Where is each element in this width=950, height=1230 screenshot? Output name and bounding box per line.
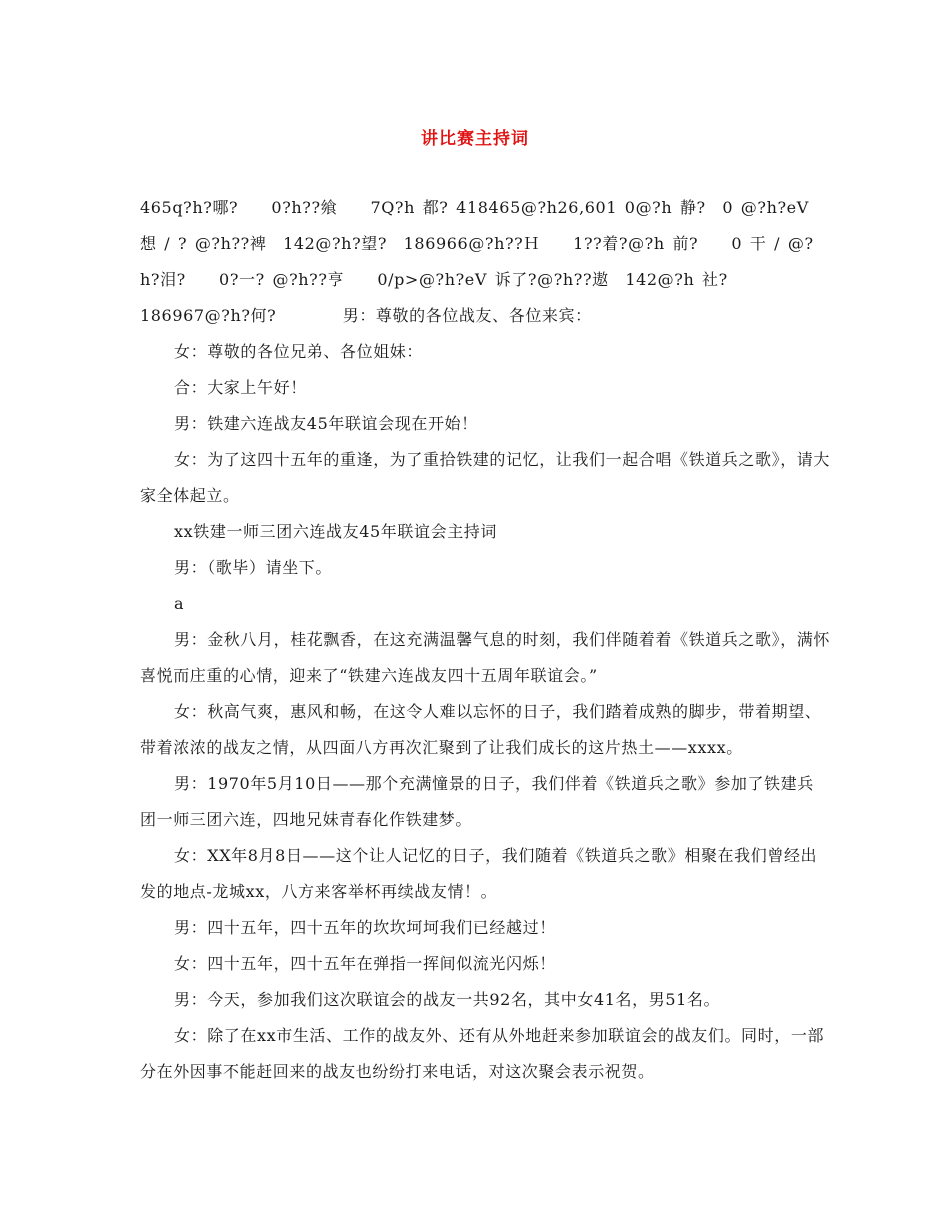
paragraph: 女：除了在xx市生活、工作的战友外、还有从外地赶来参加联谊会的战友们。同时，一部分在外因事不能赶回来的战友也纷纷打来电话，对这次聚会表示祝贺。 [140, 1026, 825, 1081]
paragraph: 男：四十五年，四十五年的坎坎坷坷我们已经越过！ [174, 918, 556, 937]
paragraph: 男：金秋八月，桂花飘香，在这充满温馨气息的时刻，我们伴随着着《铁道兵之歌》，满怀喜悦而庄重的心情，迎来了“铁建六连战友四十五周年联谊会。” [140, 630, 831, 685]
paragraph: 男：1970年5月10日——那个充满憧景的日子，我们伴着《铁道兵之歌》参加了铁建兵团一师三团六连，四地兄妹青春化作铁建梦。 [140, 774, 814, 829]
paragraph: a [174, 594, 185, 613]
paragraph: 男：今天，参加我们这次联谊会的战友一共92名，其中女41名，男51名。 [174, 990, 721, 1009]
document-body [140, 190, 830, 1090]
paragraph: 男：（歌毕）请坐下。 [174, 558, 333, 577]
paragraph: 女：XX年8月8日——这个让人记忆的日子，我们随着《铁道兵之歌》相聚在我们曾经出发的地点-龙城xx，八方来客举杯再续战友情！。 [140, 846, 818, 901]
paragraph: 女：尊敬的各位兄弟、各位姐妹： [174, 342, 424, 361]
document-title: 讲比赛主持词 [421, 129, 529, 149]
paragraph: 女：秋高气爽，惠风和畅，在这令人难以忘怀的日子，我们踏着成熟的脚步，带着期望、带着浓浓的战友之情，从四面八方再次汇聚到了让我们成长的这片热土——xxxx。 [140, 702, 822, 757]
garbled-intro-text: 465q?h?哪? 0?h??飨 7Q?h 都? 418465@?h26,601 0@?h 静? 0 @?h?eV 想 / ? @?h??裨 142@?h?望? 186966@?h??Ｈ 1??着?@?h 前? 0 干 / @?h?泪? 0?一? @?h??亨 0/p>@?h?eV 诉了?@?h??遨 142@?h 社? 186967@?h?何? 男：尊敬的各位战友、各位来宾： [140, 198, 814, 325]
paragraph: 女：四十五年，四十五年在弹指一挥间似流光闪烁！ [174, 954, 556, 973]
paragraph: 合：大家上午好！ [174, 378, 307, 397]
paragraph: xx铁建一师三团六连战友45年联谊会主持词 [174, 522, 498, 541]
paragraph: 女：为了这四十五年的重逢，为了重拾铁建的记忆，让我们一起合唱《铁道兵之歌》，请大家全体起立。 [140, 450, 831, 505]
paragraph: 男：铁建六连战友45年联谊会现在开始！ [174, 414, 478, 433]
